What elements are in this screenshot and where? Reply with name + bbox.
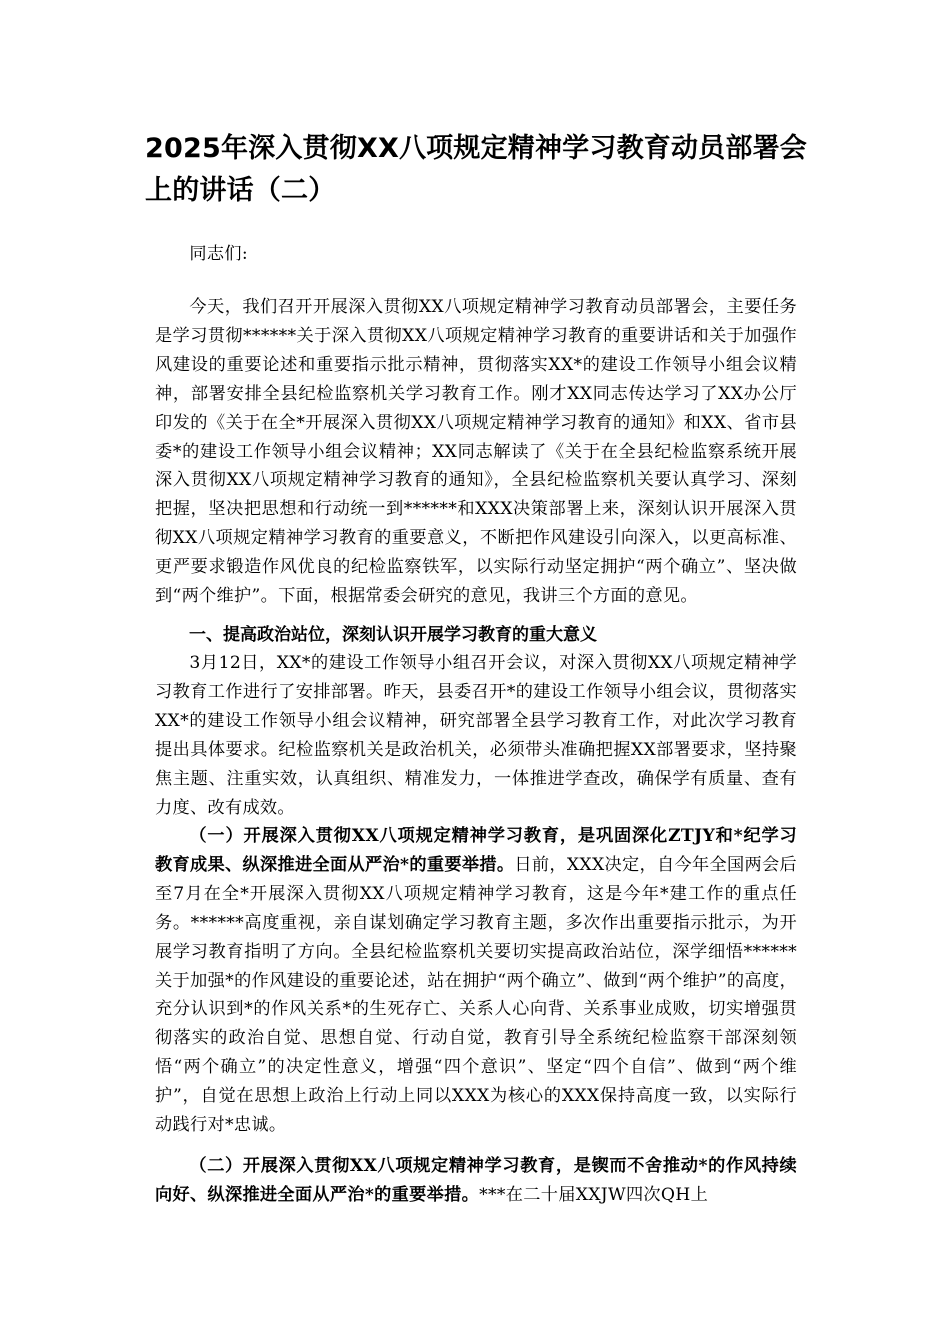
- document-title: 2025年深入贯彻XX八项规定精神学习教育动员部署会上的讲话（二）: [145, 133, 807, 206]
- paragraph-intro: 今天，我们召开开展深入贯彻XX八项规定精神学习教育动员部署会，主要任务是学习贯彻******关于深入贯彻XX八项规定精神学习教育的重要讲话和关于加强作风建设的重要论述和重要指示批示精神，贯彻落实XX*的建设工作领导小组会议精神，部署安排全县纪检监察机关学习教育工作。刚才XX同志传达学习了XX办公厅印发的《关于在全*开展深入贯彻XX八项规定精神学习教育的通知》和XX、省市县委*的建设工作领导小组会议精神；XX同志解读了《关于在全县纪检监察系统开展深入贯彻XX八项规定精神学习教育的通知》，全县纪检监察机关要认真学习、深刻把握，坚决把思想和行动统一到******和XXX决策部署上来，深刻认识开展深入贯彻XX八项规定精神学习教育的重要意义，不断把作风建设引向深入，以更高标准、更严要求锻造作风优良的纪检监察铁军，以实际行动坚定拥护“两个确立”、坚决做到“两个维护”。下面，根据常委会研究的意见，我讲三个方面的意见。: [155, 297, 797, 607]
- subsection-2-lead: （二）开展深入贯彻XX八项规定精神学习教育，是锲而不舍推动*的作风持续向好、纵深推进全面从严治*的重要举措。: [155, 1156, 797, 1205]
- subsection-1-lead: （一）开展深入贯彻XX八项规定精神学习教育，是巩固深化ZTJY和*纪学习教育成果、纵深推进全面从严治*的重要举措。: [155, 826, 797, 875]
- salutation: 同志们:: [189, 244, 248, 264]
- paragraph-section-1: 3月12日，XX*的建设工作领导小组召开会议，对深入贯彻XX八项规定精神学习教育工作进行了安排部署。昨天，县委召开*的建设工作领导小组会议，贯彻落实XX*的建设工作领导小组会议精神，研究部署全县学习教育工作，对此次学习教育提出具体要求。纪检监察机关是政治机关，必须带头准确把握XX部署要求，坚持聚焦主题、注重实效，认真组织、精准发力，一体推进学查改，确保学有质量、查有力度、改有成效。: [155, 653, 797, 818]
- subsection-2-body: ***在二十届XXJW四次QH上: [479, 1184, 709, 1205]
- subsection-1-body: 日前，XXX决定，自今年全国两会后至7月在全*开展深入贯彻XX八项规定精神学习教育，这是今年*建工作的重点任务。******高度重视，亲自谋划确定学习教育主题，多次作出重要指示批示，为开展学习教育指明了方向。全县纪检监察机关要切实提高政治站位，深学细悟******关于加强*的作风建设的重要论述，站在拥护“两个确立”、做到“两个维护”的高度，充分认识到*的作风关系*的生死存亡、关系人心向背、关系事业成败，切实增强贯彻落实的政治自觉、思想自觉、行动自觉，教育引导全系统纪检监察干部深刻领悟“两个确立”的决定性意义，增强“四个意识”、坚定“四个自信”、做到“两个维护”，自觉在思想上政治上行动上同以XXX为核心的XXX保持高度一致，以实际行动践行对*忠诚。: [155, 854, 797, 1136]
- section-heading-1: 一、提高政治站位，深刻认识开展学习教育的重大意义: [189, 625, 597, 645]
- paragraph-subsection-1: [155, 822, 797, 1140]
- paragraph-subsection-2: [155, 1152, 797, 1210]
